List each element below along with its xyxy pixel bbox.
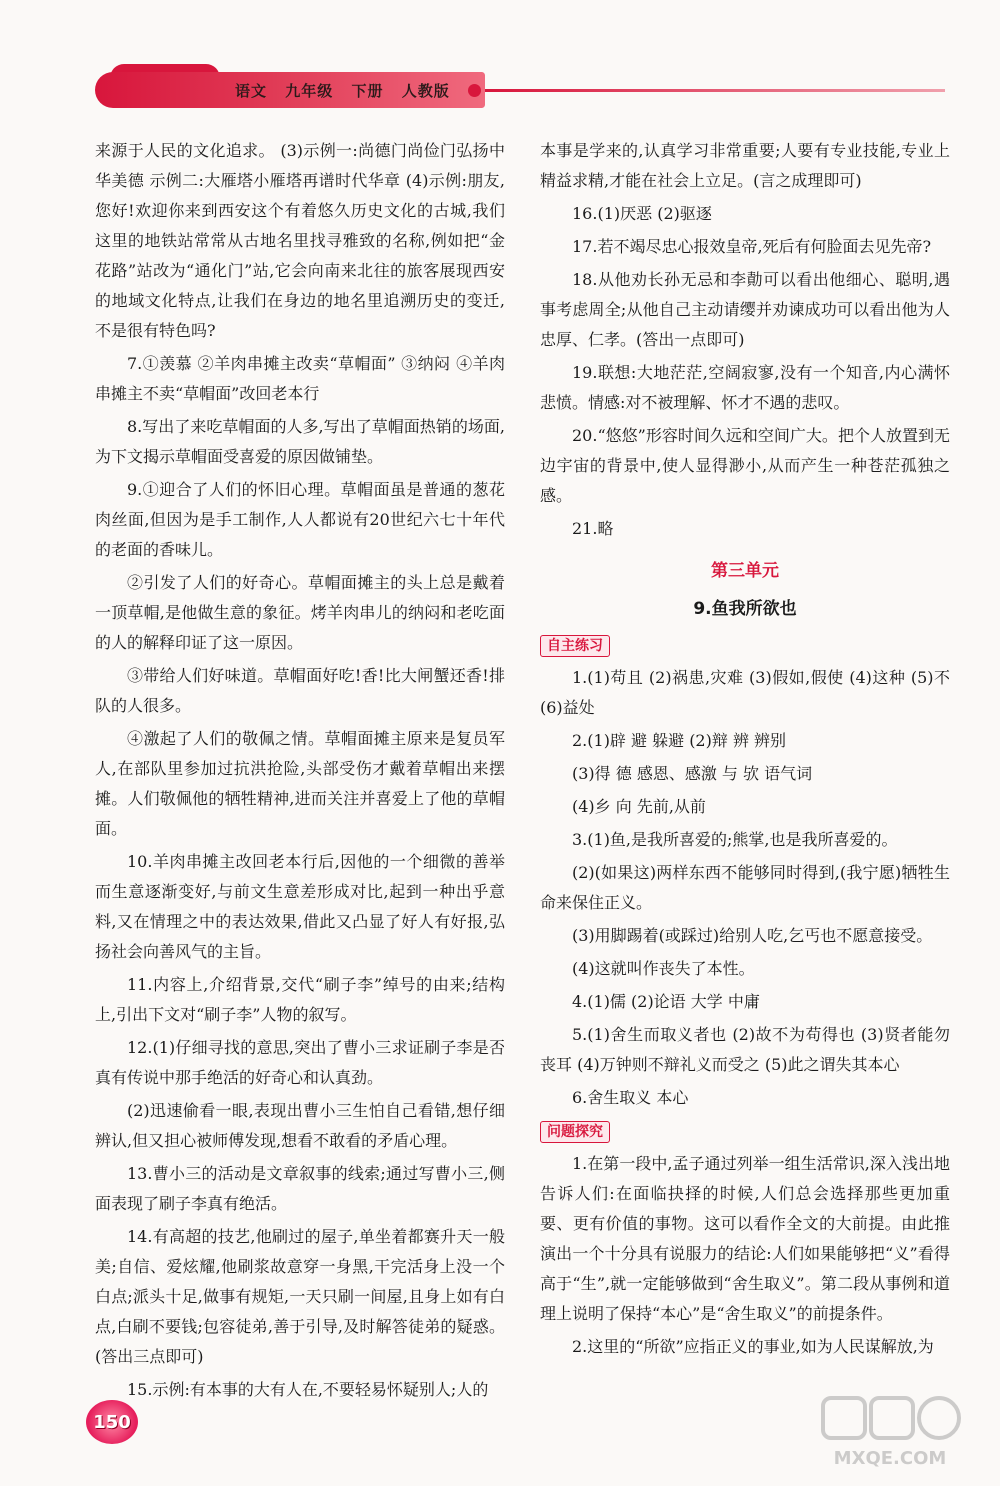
header-volume: 下册 bbox=[351, 82, 384, 100]
right-column bbox=[540, 136, 950, 1365]
answer-paragraph: 2.这里的“所欲”应指正义的事业,如为人民谋解放,为 bbox=[572, 1337, 934, 1356]
answer-paragraph: 1.在第一段中,孟子通过列举一组生活常识,深入浅出地告诉人们:在面临抉择的时候,人们总会选择那些更加重要、更有价值的事物。这可以看作全文的大前提。由此推演出一个十分具有说服力的结论:人们如果能够把“义”看得高于“生”,就一定能够做到“舍生取义”。第二段从事例和道理上说明了保持“本心”是“舍生取义”的前提条件。 bbox=[540, 1154, 950, 1323]
page-number-badge bbox=[86, 1400, 138, 1444]
header-grade: 九年级 bbox=[285, 82, 334, 100]
answer-paragraph: 15.示例:有本事的大有人在,不要轻易怀疑别人;人的 bbox=[127, 1380, 489, 1399]
left-column bbox=[95, 136, 505, 1408]
answer-paragraph: 14.有高超的技艺,他刷过的屋子,单坐着都赛升天一般美;自信、爱炫耀,他刷浆故意穿一身黑,干完活身上没一个白点;派头十足,做事有规矩,一天只刷一间屋,且身上如有白点,白刷不要钱;包容徒弟,善于引导,及时解答徒弟的疑惑。(答出三点即可) bbox=[95, 1227, 505, 1366]
svg-text:MXQE.COM: MXQE.COM bbox=[833, 1448, 947, 1469]
answer-paragraph: ④激起了人们的敬佩之情。草帽面摊主原来是复员军人,在部队里参加过抗洪抢险,头部受伤才戴着草帽出来摆摊。人们敬佩他的牺牲精神,进而关注并喜爱上了他的草帽面。 bbox=[95, 729, 505, 838]
header-rule bbox=[485, 89, 945, 92]
answer-paragraph: (4)这就叫作丧失了本性。 bbox=[572, 959, 755, 978]
lesson-title: 9.鱼我所欲也 bbox=[693, 599, 797, 619]
answer-paragraph: ③带给人们好味道。草帽面好吃!香!比大闸蟹还香!排队的人很多。 bbox=[95, 666, 505, 715]
answer-paragraph: ②引发了人们的好奇心。草帽面摊主的头上总是戴着一顶草帽,是他做生意的象征。烤羊肉串儿的纳闷和老吃面的人的解释印证了这一原因。 bbox=[95, 573, 505, 652]
answer-paragraph: 12.(1)仔细寻找的意思,突出了曹小三求证刷子李是否真有传说中那手绝活的好奇心和认真劲。 bbox=[95, 1038, 505, 1087]
watermark-logo-icon bbox=[815, 1392, 965, 1472]
answer-paragraph: 7.①羡慕 ②羊肉串摊主改卖“草帽面” ③纳闷 ④羊肉串摊主不卖“草帽面”改回老本行 bbox=[95, 354, 505, 403]
unit-title: 第三单元 bbox=[711, 561, 779, 581]
answer-paragraph: 20.“悠悠”形容时间久远和空间广大。把个人放置到无边宇宙的背景中,使人显得渺小,从而产生一种苍茫孤独之感。 bbox=[540, 426, 950, 505]
answer-paragraph: 5.(1)舍生而取义者也 (2)故不为苟得也 (3)贤者能勿丧耳 (4)万钟则不辩礼义而受之 (5)此之谓失其本心 bbox=[540, 1025, 950, 1074]
practice-section-tag: 自主练习 bbox=[540, 635, 610, 657]
answer-paragraph: (3)用脚踢着(或踩过)给别人吃,乞丐也不愿意接受。 bbox=[572, 926, 933, 945]
answer-paragraph: 4.(1)儒 (2)论语 大学 中庸 bbox=[572, 992, 760, 1011]
answer-paragraph: 10.羊肉串摊主改回老本行后,因他的一个细微的善举而生意逐渐变好,与前文生意差形成对比,起到一种出乎意料,又在情理之中的表达效果,借此又凸显了好人有好报,弘扬社会向善风气的主旨。 bbox=[95, 852, 505, 961]
answer-paragraph: 9.①迎合了人们的怀旧心理。草帽面虽是普通的葱花肉丝面,但因为是手工制作,人人都说有20世纪六七十年代的老面的香味儿。 bbox=[95, 480, 505, 559]
header-dot-icon bbox=[468, 84, 481, 97]
answer-paragraph: (2)迅速偷看一眼,表现出曹小三生怕自己看错,想仔细辨认,但又担心被师傅发现,想看不敢看的矛盾心理。 bbox=[95, 1101, 505, 1150]
answer-paragraph: 13.曹小三的活动是文章叙事的线索;通过写曹小三,侧面表现了刷子李真有绝活。 bbox=[95, 1164, 505, 1213]
book-header bbox=[235, 80, 462, 101]
header-edition: 人教版 bbox=[401, 82, 450, 100]
answer-paragraph: (2)(如果这)两样东西不能够同时得到,(我宁愿)牺牲生命来保住正义。 bbox=[540, 863, 950, 912]
answer-paragraph: 19.联想:大地茫茫,空阔寂寥,没有一个知音,内心满怀悲愤。情感:对不被理解、怀才不遇的悲叹。 bbox=[540, 363, 950, 412]
answer-paragraph: 16.(1)厌恶 (2)驱逐 bbox=[572, 204, 712, 223]
inquiry-section-tag: 问题探究 bbox=[540, 1121, 610, 1143]
answer-paragraph: 18.从他劝长孙无忌和李勣可以看出他细心、聪明,遇事考虑周全;从他自己主动请缨并劝谏成功可以看出他为人忠厚、仁孝。(答出一点即可) bbox=[540, 270, 950, 349]
page-number: 150 bbox=[93, 1411, 131, 1433]
answer-paragraph: 17.若不竭尽忠心报效皇帝,死后有何脸面去见先帝? bbox=[572, 237, 932, 256]
answer-paragraph: 本事是学来的,认真学习非常重要;人要有专业技能,专业上精益求精,才能在社会上立足。(言之成理即可) bbox=[540, 141, 950, 190]
answer-paragraph: (3)得 德 感恩、感激 与 欤 语气词 bbox=[572, 764, 813, 783]
answer-paragraph: (4)乡 向 先前,从前 bbox=[572, 797, 706, 816]
answer-paragraph: 2.(1)辟 避 躲避 (2)辩 辨 辨别 bbox=[572, 731, 787, 750]
answer-paragraph: 1.(1)苟且 (2)祸患,灾难 (3)假如,假使 (4)这种 (5)不 (6)益处 bbox=[540, 668, 950, 717]
answer-paragraph: 3.(1)鱼,是我所喜爱的;熊掌,也是我所喜爱的。 bbox=[572, 830, 898, 849]
answer-paragraph: 21.略 bbox=[572, 519, 614, 538]
header-subject: 语文 bbox=[235, 82, 268, 100]
answer-paragraph: 8.写出了来吃草帽面的人多,写出了草帽面热销的场面,为下文揭示草帽面受喜爱的原因做铺垫。 bbox=[95, 417, 505, 466]
answer-paragraph: 11.内容上,介绍背景,交代“刷子李”绰号的由来;结构上,引出下文对“刷子李”人物的叙写。 bbox=[95, 975, 505, 1024]
answer-paragraph: 6.舍生取义 本心 bbox=[572, 1088, 689, 1107]
answer-paragraph: 来源于人民的文化追求。 (3)示例一:尚德门尚俭门弘扬中华美德 示例二:大雁塔小雁塔再谱时代华章 (4)示例:朋友,您好!欢迎你来到西安这个有着悠久历史文化的古城,我们这里的地铁站常常从古地名里找寻雅致的名称,例如把“金花路”站改为“通化门”站,它会向南来北往的旅客展现西安的地域文化特点,让我们在身边的地名里追溯历史的变迁,不是很有特色吗? bbox=[95, 141, 505, 340]
watermark-logo bbox=[815, 1392, 965, 1472]
